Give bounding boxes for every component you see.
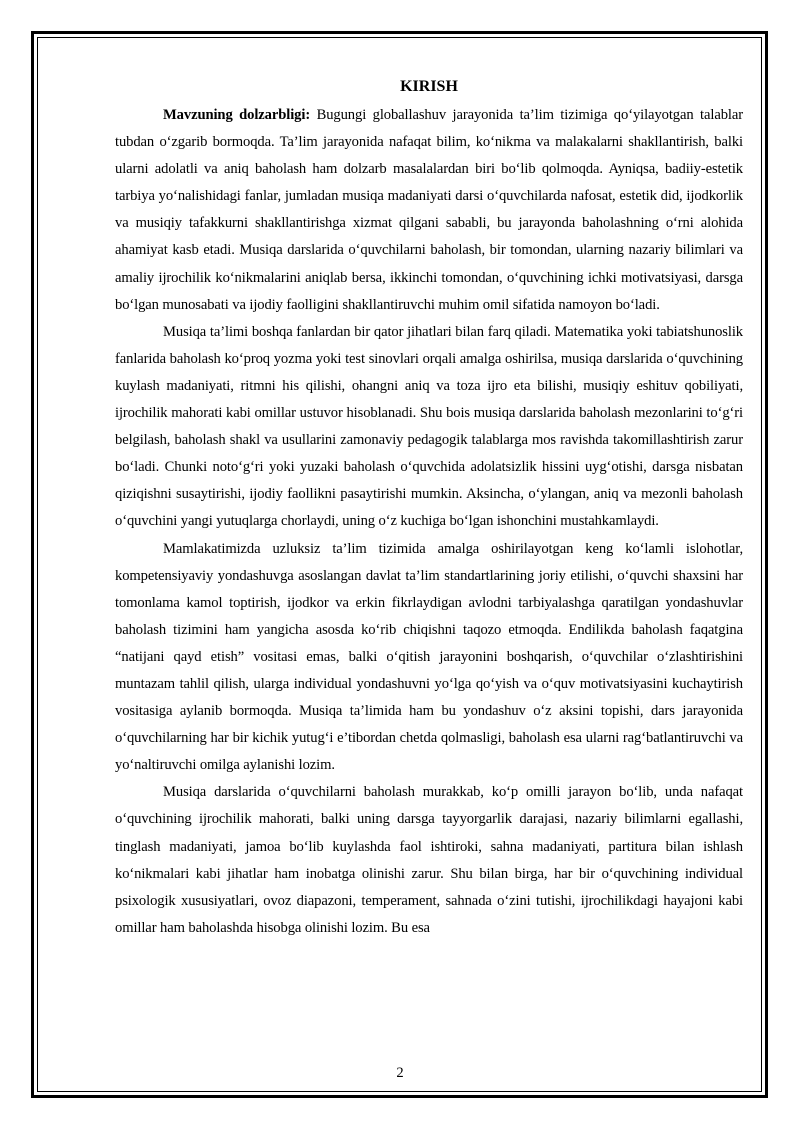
page-number: 2	[396, 1065, 404, 1081]
paragraph-lead: Mavzuning dolzarbligi:	[163, 107, 311, 123]
paragraph-text: Musiqa darslarida o‘quvchilarni baholash murakkab, ko‘p omilli jarayon bo‘lib, unda nafaqat o‘quvchining ijrochilik mahorati, balki uning darsga tayyorgarlik darajasi, nazariy bilimlarni egallashi, tinglash madaniyati, jamoa bo‘lib kuylashda faol ishtiroki, sahna madaniyati, partitura bilan ishlash ko‘nikmalari kabi jihatlar ham inobatga olinishi zarur. Shu bilan birga, har bir o‘quvchining individual psixologik xususiyatlari, ovoz diapazoni, temperament, sahnada o‘zini tutishi, ijrochilikdagi hayajoni kabi omillar ham baholashda hisobga olinishi lozim. Bu esa	[115, 784, 743, 936]
paragraph-3	[115, 536, 743, 780]
paragraph-text: Musiqa ta’limi boshqa fanlardan bir qator jihatlari bilan farq qiladi. Matematika yoki tabiatshunoslik fanlarida baholash ko‘proq yozma yoki test sinovlari orqali amalga oshirilsa, musiqa darslarida o‘quvchining kuylash madaniyati, ritmni his qilishi, ohangni aniq va toza ijro eta bilishi, musiqiy eshituv qobiliyati, ijrochilik mahorati kabi omillar ustuvor hisoblanadi. Shu bois musiqa darslarida baholash mezonlarini to‘g‘ri belgilash, baholash shakl va usullarini zamonaviy pedagogik talablarga mos ravishda takomillashtirish zarur bo‘ladi. Chunki noto‘g‘ri yoki yuzaki baholash o‘quvchida adolatsizlik hissini uyg‘otishi, darsga nisbatan qiziqishni susaytirishi, ijodiy faollikni pasaytirishi mumkin. Aksincha, o‘ylangan, aniq va mezonli baholash o‘quvchini yangi yutuqlarga chorlaydi, uning o‘z kuchiga bo‘lgan ishonchini mustahkamlaydi.	[115, 323, 743, 530]
paragraph-2	[115, 319, 743, 536]
paragraph-text: Mamlakatimizda uzluksiz ta’lim tizimida amalga oshirilayotgan keng ko‘lamli islohotlar, kompetensiyaviy yondashuvga asoslangan davlat ta’lim standartlarining joriy etilishi, o‘quvchi shaxsini har tomonlama kamol toptirish, ijodkor va erkin fikrlaydigan avlodni tarbiyalashga qaratilgan yondashuvlar baholash tizimini ham yangicha asosda ko‘rib chiqishni taqozo etmoqda. Endilikda baholash faqatgina “natijani qayd etish” vositasi emas, balki o‘qitish jarayonini boshqarish, o‘quvchilar o‘zlashtirishini muntazam tahlil qilish, ularga individual yondashuvni yo‘lga qo‘yish va o‘quv motivatsiyasini kuchaytirish vositasiga aylanib bormoqda. Musiqa ta’limida ham bu yondashuv o‘z aksini topishi, dars jarayonida o‘quvchilarning har bir kichik yutug‘i e’tibordan chetda qolmasligi, baholash esa ularni rag‘batlantiruvchi va yo‘naltiruvchi omilga aylanishi lozim.	[115, 540, 743, 774]
section-title: KIRISH	[400, 78, 458, 95]
document-body	[115, 72, 743, 942]
paragraph-1	[115, 102, 743, 319]
paragraph-text: Bugungi globallashuv jarayonida ta’lim tizimiga qo‘yilayotgan talablar tubdan o‘zgarib bormoqda. Ta’lim jarayonida nafaqat bilim, ko‘nikma va malakalarni shakllantirish, balki ularni adolatli va aniq baholash ham dolzarb masalalardan biri bo‘lib qolmoqda. Ayniqsa, badiiy-estetik tarbiya yo‘nalishidagi fanlar, jumladan musiqa madaniyati darsi o‘quvchilarda nafosat, estetik did, ijodkorlik va musiqiy tafakkurni shakllantirishga xizmat qilgani sababli, bu jarayonda baholashning o‘rni alohida ahamiyat kasb etadi. Musiqa darslarida o‘quvchilarni baholash, bir tomondan, ularning nazariy bilimlari va amaliy ijrochilik ko‘nikmalarini aniqlab bersa, ikkinchi tomondan, o‘quvchining ichki motivatsiyasi, darsga bo‘lgan munosabati va ijodiy faolligini shakllantiruvchi muhim omil sifatida namoyon bo‘ladi.	[115, 107, 743, 313]
paragraph-4	[115, 779, 743, 942]
